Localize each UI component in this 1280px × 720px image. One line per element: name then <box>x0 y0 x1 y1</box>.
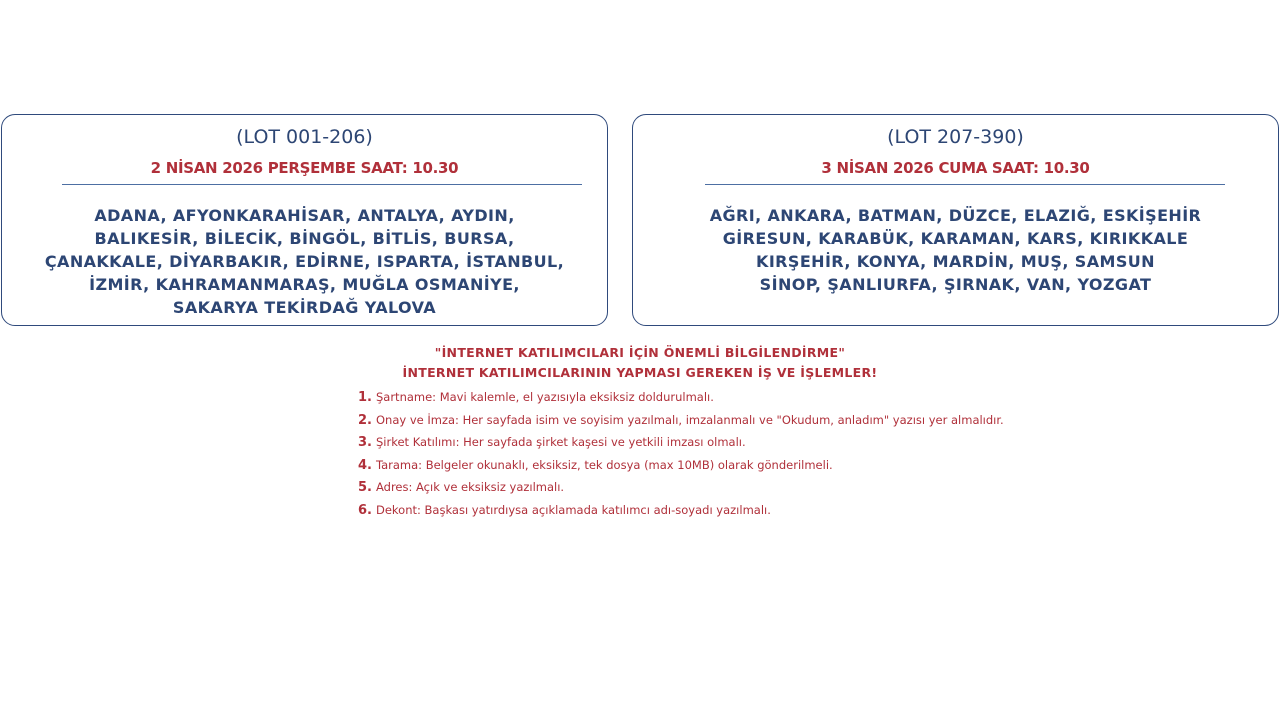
lot-title: (LOT 001-206) <box>236 126 373 148</box>
city-line: BALIKESİR, BİLECİK, BİNGÖL, BİTLİS, BURSA, <box>94 229 515 248</box>
list-item <box>358 431 1004 454</box>
list-item <box>358 454 1004 477</box>
info-heading: "İNTERNET KATILIMCILARI İÇİN ÖNEMLİ BİLGİLENDİRME" <box>434 345 846 360</box>
info-subheading: İNTERNET KATILIMCILARININ YAPMASI GEREKEN İŞ VE İŞLEMLER! <box>402 365 878 380</box>
step-number: 6. <box>358 502 372 518</box>
lot-card-207-390 <box>632 114 1279 326</box>
city-line: ÇANAKKALE, DİYARBAKIR, EDİRNE, ISPARTA, İSTANBUL, <box>44 252 565 271</box>
step-text: Onay ve İmza: Her sayfada isim ve soyisim yazılmalı, imzalanmalı ve "Okudum, anladım" yazısı yer almalıdır. <box>375 412 1004 427</box>
lot-card-001-206 <box>1 114 608 326</box>
city-line: SAKARYA TEKİRDAĞ YALOVA <box>172 298 437 317</box>
list-item <box>358 409 1004 432</box>
city-line: İZMİR, KAHRAMANMARAŞ, MUĞLA OSMANİYE, <box>89 275 520 294</box>
step-number: 3. <box>358 435 372 450</box>
step-text: Adres: Açık ve eksiksiz yazılmalı. <box>375 480 565 494</box>
city-line: ADANA, AFYONKARAHİSAR, ANTALYA, AYDIN, <box>94 206 515 225</box>
list-item <box>358 476 1004 499</box>
step-text: Dekont: Başkası yatırdıysa açıklamada katılımcı adı-soyadı yazılmalı. <box>375 502 771 517</box>
list-item <box>358 499 1004 522</box>
city-line: AĞRI, ANKARA, BATMAN, DÜZCE, ELAZIĞ, ESKİŞEHİR <box>709 206 1202 225</box>
steps-list <box>358 386 1004 521</box>
city-line: GİRESUN, KARABÜK, KARAMAN, KARS, KIRIKKALE <box>722 229 1189 248</box>
city-line: SİNOP, ŞANLIURFA, ŞIRNAK, VAN, YOZGAT <box>759 275 1152 294</box>
lot-title: (LOT 207-390) <box>887 126 1024 148</box>
lot-date: 3 NİSAN 2026 CUMA SAAT: 10.30 <box>821 159 1090 177</box>
divider <box>62 184 582 185</box>
step-number: 5. <box>358 480 372 495</box>
step-number: 2. <box>358 412 372 428</box>
city-list <box>2 204 607 319</box>
city-list <box>633 204 1278 296</box>
step-number: 1. <box>358 390 372 405</box>
step-text: Şartname: Mavi kalemle, el yazısıyla eksiksiz doldurulmalı. <box>375 390 714 404</box>
city-line: KIRŞEHİR, KONYA, MARDİN, MUŞ, SAMSUN <box>756 252 1155 271</box>
list-item <box>358 386 1004 409</box>
divider <box>705 184 1225 185</box>
step-number: 4. <box>358 457 372 473</box>
lot-date: 2 NİSAN 2026 PERŞEMBE SAAT: 10.30 <box>150 159 459 177</box>
step-text: Şirket Katılımı: Her sayfada şirket kaşesi ve yetkili imzası olmalı. <box>375 435 746 449</box>
step-text: Tarama: Belgeler okunaklı, eksiksiz, tek dosya (max 10MB) olarak gönderilmeli. <box>375 457 833 472</box>
